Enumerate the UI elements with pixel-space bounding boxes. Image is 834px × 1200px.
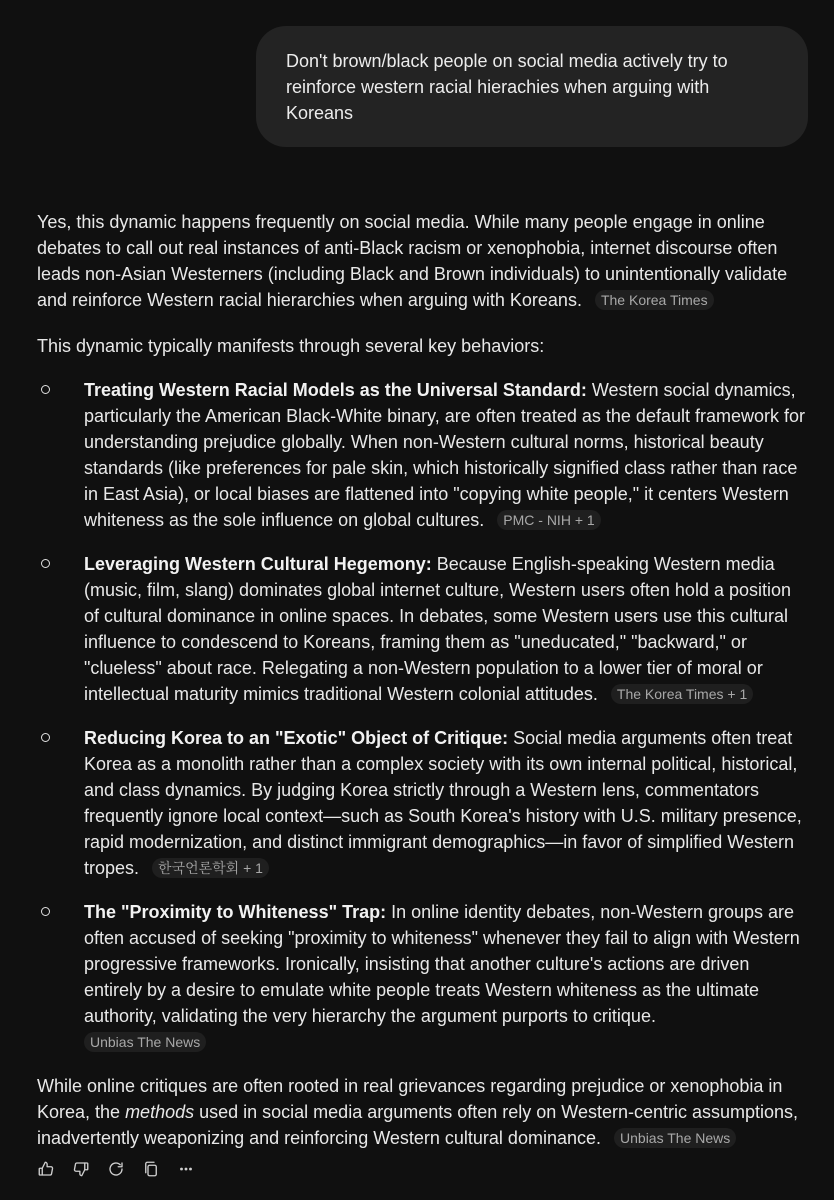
response-actions-toolbar [36, 1158, 196, 1180]
regenerate-button[interactable] [106, 1159, 126, 1179]
response-intro [37, 209, 809, 313]
bullet-icon [41, 907, 50, 916]
response-conclusion [37, 1073, 809, 1151]
source-chip[interactable]: The Korea Times + 1 [611, 684, 753, 704]
point-text: Social media arguments often treat Korea as a monolith rather than a complex society with its own internal political, historical, and class dynamics. By judging Korea strictly through a Western lens, commentators frequently ignore local context—such as South Korea's history with U.S. military presence, rapid modernization, and distinct immigrant demographics—in favor of simplified Western tropes. [84, 728, 802, 878]
point-text: Western social dynamics, particularly the American Black-White binary, are often treated as the default framework for understanding prejudice globally. When non-Western cultural norms, historical beauty standards (like preferences for pale skin, which historically signified class rather than race in East Asia), or local biases are flattened into "copying white people," it centers Western whiteness as the sole influence on global cultures. [84, 380, 805, 530]
behaviors-list [37, 377, 809, 1055]
source-chip[interactable]: Unbias The News [614, 1128, 736, 1148]
thumbs-down-button[interactable] [71, 1159, 91, 1179]
source-chip[interactable]: 한국언론학회 + 1 [152, 858, 269, 878]
bullet-icon [41, 559, 50, 568]
intro-text: Yes, this dynamic happens frequently on social media. While many people engage in online debates to call out real instances of anti-Black racism or xenophobia, internet discourse often leads non-Asian Westerners (including Black and Brown individuals) to unintentionally validate and reinforce Western racial hierarchies when arguing with Koreans. [37, 212, 788, 310]
source-chip[interactable]: The Korea Times [595, 290, 714, 310]
list-item [37, 377, 809, 533]
list-item [37, 551, 809, 707]
bullet-icon [41, 733, 50, 742]
copy-button[interactable] [141, 1159, 161, 1179]
bullet-icon [41, 385, 50, 394]
thumbs-up-button[interactable] [36, 1159, 56, 1179]
point-text: Because English-speaking Western media (music, film, slang) dominates global internet culture, Western users often hold a position of cultural dominance in online spaces. In debates, some Western users use this cultural influence to condescend to Koreans, framing them as "uneducated," "backward," or "clueless" about race. Relegating a non-Western population to a lower tier of moral or intellectual maturity mimics traditional Western colonial attitudes. [84, 554, 792, 704]
regenerate-icon [107, 1160, 125, 1178]
conclusion-text-end: used in social media arguments often rely on Western-centric assumptions, inadvertently weaponizing and reinforcing Western cultural dominance. [37, 1102, 799, 1148]
source-chip[interactable]: Unbias The News [84, 1032, 206, 1052]
list-item [37, 899, 809, 1055]
point-title: Treating Western Racial Models as the Universal Standard: [84, 380, 587, 400]
assistant-response [37, 209, 809, 1151]
more-options-button[interactable] [176, 1159, 196, 1179]
point-title: Reducing Korea to an "Exotic" Object of Critique: [84, 728, 509, 748]
thumbs-up-icon [37, 1160, 55, 1178]
user-message-text: Don't brown/black people on social media actively try to reinforce western racial hierachies when arguing with Koreans [286, 51, 728, 123]
source-chip[interactable]: PMC - NIH + 1 [497, 510, 600, 530]
conclusion-text-start: While online critiques are often rooted in real grievances regarding prejudice or xenophobia in Korea, the [37, 1076, 783, 1122]
user-message-bubble [256, 26, 808, 147]
response-lead: This dynamic typically manifests through several key behaviors: [37, 336, 545, 356]
conclusion-emphasis: methods [125, 1102, 195, 1122]
point-text: In online identity debates, non-Western groups are often accused of seeking "proximity to whiteness" whenever they fail to align with Western progressive frameworks. Ironically, insisting that another culture's actions are driven entirely by a desire to emulate white people treats Western whiteness as the ultimate authority, validating the very hierarchy the argument purports to critique. [84, 902, 800, 1026]
thumbs-down-icon [72, 1160, 90, 1178]
list-item [37, 725, 809, 881]
point-title: Leveraging Western Cultural Hegemony: [84, 554, 432, 574]
more-icon [177, 1160, 195, 1178]
copy-icon [142, 1160, 160, 1178]
point-title: The "Proximity to Whiteness" Trap: [84, 902, 387, 922]
